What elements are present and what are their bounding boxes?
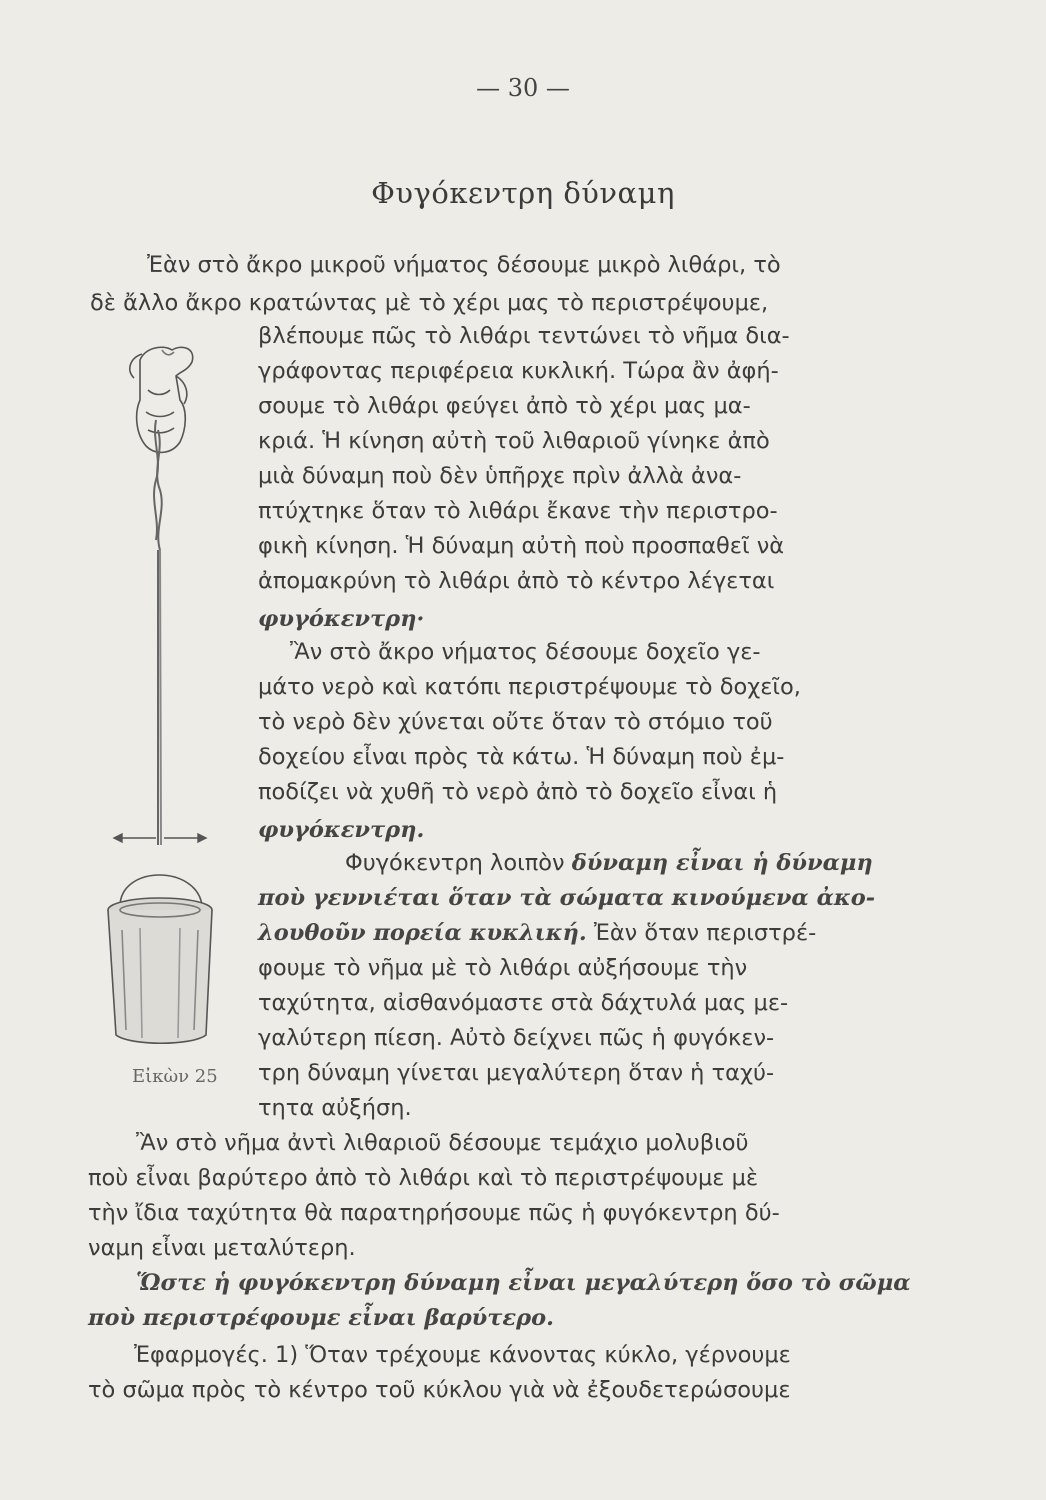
hand-illustration (130, 347, 193, 452)
figure-caption: Εἰκὼν 25 (132, 1066, 218, 1087)
conclusion-line: Ὥστε ἡ φυγόκεντρη δύναμη εἶναι μεγαλύτερη ὅσο τὸ σῶμα (136, 1270, 911, 1296)
text-line: ποὺ εἶναι βαρύτερο ἀπὸ τὸ λιθάρι καὶ τὸ περιστρέψουμε μὲ (88, 1165, 759, 1191)
page-title: Φυγόκεντρη δύναμη (371, 176, 675, 210)
page-number: — 30 — (476, 74, 570, 102)
text-line: κριά. Ἡ κίνηση αὐτὴ τοῦ λιθαριοῦ γίνηκε ἀπὸ (258, 428, 770, 454)
text-line: Ἂν στὸ νῆμα ἀντὶ λιθαριοῦ δέσουμε τεμάχιο μολυβιοῦ (136, 1130, 749, 1156)
text-line: ἀπομακρύνη τὸ λιθάρι ἀπὸ τὸ κέντρο λέγεται (258, 568, 775, 594)
bucket-illustration (108, 875, 212, 1043)
text-line: βλέπουμε πῶς τὸ λιθάρι τεντώνει τὸ νῆμα δια- (258, 323, 790, 349)
definition-emphasis: δύναμη εἶναι ἡ δύναμη (571, 850, 873, 876)
text-line: ποδίζει νὰ χυθῆ τὸ νερὸ ἀπὸ τὸ δοχεῖο εἶναι ἡ (258, 779, 778, 805)
text-line: γαλύτερη πίεση. Αὐτὸ δείχνει πῶς ἡ φυγόκεν- (258, 1025, 775, 1051)
text-line: μιὰ δύναμη ποὺ δὲν ὑπῆρχε πρὶν ἀλλὰ ἀνα- (258, 463, 742, 489)
text-line: πτύχτηκε ὅταν τὸ λιθάρι ἔκανε τὴν περιστρο- (258, 498, 778, 524)
conclusion-line: ποὺ περιστρέφουμε εἶναι βαρύτερο. (88, 1305, 554, 1331)
text-line: δοχείου εἶναι πρὸς τὰ κάτω. Ἡ δύναμη ποὺ ἐμ- (258, 744, 785, 770)
figure-hand-bucket (100, 330, 270, 1050)
text-line: τητα αὐξήση. (258, 1095, 412, 1121)
definition-lead: Φυγόκεντρη λοιπὸν (345, 850, 565, 876)
text-line: δὲ ἄλλο ἄκρο κρατώντας μὲ τὸ χέρι μας τὸ περιστρέψουμε, (90, 290, 769, 316)
text-line: Ἐφαρμογές. 1) Ὅταν τρέχουμε κάνοντας κύκλο, γέρνουμε (134, 1342, 791, 1368)
definition-emphasis: λουθοῦν πορεία κυκλική. (258, 920, 587, 946)
text-fragment: Ἐὰν ὅταν περιστρέ- (593, 920, 817, 946)
text-line: Ἂν στὸ ἄκρο νήματος δέσουμε δοχεῖο γε- (290, 639, 761, 665)
text-line: ταχύτητα, αἰσθανόμαστε στὰ δάχτυλά μας με- (258, 990, 789, 1016)
text-line: τὸ σῶμα πρὸς τὸ κέντρο τοῦ κύκλου γιὰ νὰ ἐξουδετερώσουμε (88, 1377, 791, 1403)
text-line: γράφοντας περιφέρεια κυκλική. Τώρα ἂν ἀφή- (258, 358, 779, 384)
text-line: μάτο νερὸ καὶ κατόπι περιστρέψουμε τὸ δοχεῖο, (258, 674, 801, 700)
rope (154, 420, 162, 845)
text-line: ναμη εἶναι μεταλύτερη. (88, 1235, 356, 1261)
text-line: τὸ νερὸ δὲν χύνεται οὔτε ὅταν τὸ στόμιο τοῦ (258, 709, 773, 735)
text-line: φουμε τὸ νῆμα μὲ τὸ λιθάρι αὐξήσουμε τὴν (258, 955, 748, 981)
text-line: τρη δύναμη γίνεται μεγαλύτερη ὅταν ἡ ταχύ- (258, 1060, 775, 1086)
text-line: Ἐὰν στὸ ἄκρο μικροῦ νήματος δέσουμε μικρὸ λιθάρι, τὸ (147, 252, 781, 278)
text-line: φικὴ κίνηση. Ἡ δύναμη αὐτὴ ποὺ προσπαθεῖ νὰ (258, 533, 785, 559)
definition-line (345, 848, 873, 878)
definition-emphasis: ποὺ γεννιέται ὅταν τὰ σώματα κινούμενα ἀκο- (258, 885, 876, 911)
term-centrifugal: φυγόκεντρη. (258, 817, 425, 843)
text-line: τὴν ἴδια ταχύτητα θὰ παρατηρήσουμε πῶς ἡ φυγόκεντρη δύ- (88, 1200, 780, 1226)
text-line: σουμε τὸ λιθάρι φεύγει ἀπὸ τὸ χέρι μας μα- (258, 393, 751, 419)
term-centrifugal: φυγόκεντρη· (258, 606, 425, 632)
definition-line (258, 918, 816, 948)
